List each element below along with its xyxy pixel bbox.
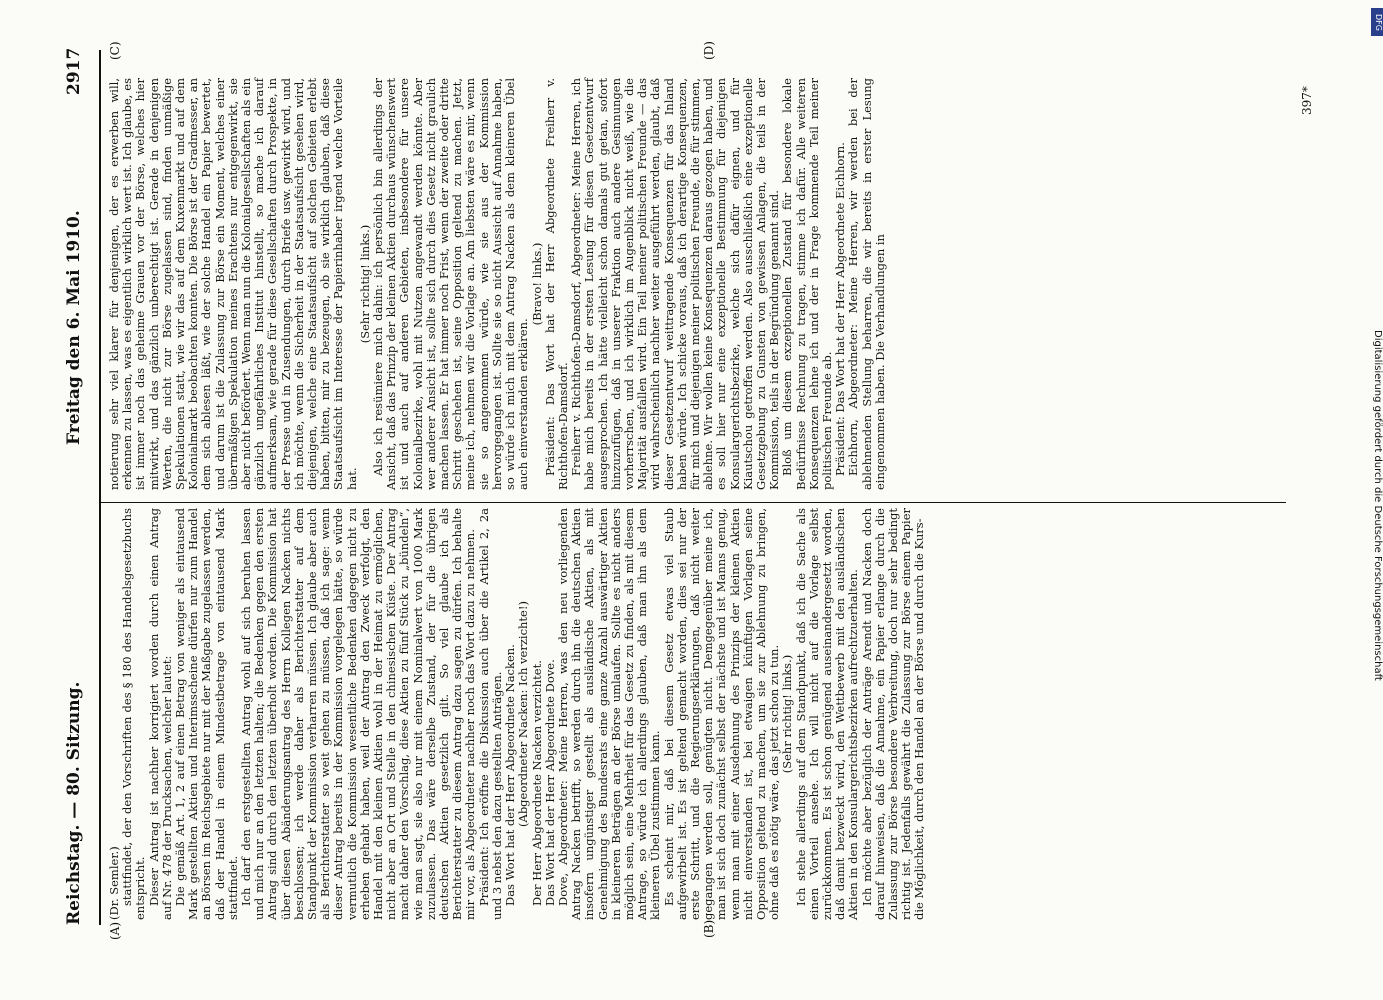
paragraph: Präsident: Das Wort hat der Herr Abgeordnete Freiherr v. Richthofen-Damsdorf. — [542, 78, 570, 490]
paragraph: stattfindet, der den Vorschriften des § 180 des Handelsgesetzbuchs entspricht. — [120, 508, 148, 920]
dfg-logo: DFG — [1371, 8, 1383, 36]
paragraph: Freiherr v. Richthofen-Damsdorf, Abgeordneter: Meine Herren, ich habe mich bereits in der ersten Lesung für diesen Gesetzentwurf ausgesprochen. Ich hätte vielleicht schon damals gut getan, sofort hinzuzufügen, daß in unserer Fraktion auch andere Gesinnungen vorherrschen, und ich wirklich im Augenblick nicht weiß, wie die Majorität ausfallen wird. Ein Teil meiner politischen Freunde — das wird wahrscheinlich nachher weiter ausgeführt werden, glaubt, daß dieser Gesetzentwurf weittragende Konsequenzen für das Inland haben würde. Ich schicke voraus, daß ich derartige Konsequenzen, für mich und diejenigen meiner politischen Freunde, die für stimmen, ablehne. Wir wollen keine Konsequenzen daraus gezogen haben, und es soll hier nur eine exzeptionelle Bestimmung für diejenigen Konsulargerichtsbezirke, welche sich dafür eignen, und für Kiautschou getroffen werden. Also ausschließlich eine exzeptionelle Gesetzgebung zu Gunsten von gewissen Anlagen, die teils in der Kommission, teils in der Begründung genannt sind. — [569, 78, 782, 490]
page-number: 2917 — [64, 47, 84, 95]
page-header-center: Freitag den 6. Mai 1910. — [64, 210, 84, 445]
paragraph: Ich stehe allerdings auf dem Standpunkt, daß ich die Sache als einen Vorteil ansehe. Ich will nicht auf die Vorlage selbst zurückkommen. Es ist schon genügend auseinandergesetzt worden, daß damit bezweckt wird, den Wettbewerb mit den ausländischen Aktien in den Konsulargerichtsbezirken aufrechtzuerhalten. — [793, 508, 861, 920]
header-rule — [99, 50, 101, 925]
margin-marker-b: (B) — [702, 919, 716, 938]
paragraph: Der Herr Abgeordnete Nacken verzichtet. — [529, 660, 544, 906]
paragraph: notierung sehr viel klarer für denjenigen, der es erwerben will, erkennen zu lassen, was es eigentlich wirklich wert ist. Ich glaube, es ist immer noch das geheime Grauen vor der Börse, welches hier mitwirkt, und das gänzlich unberechtigt ist. Gerade in denjenigen Werten, die nicht zur Börse zugelassen sind, finden unmäßige Spekulationen statt, wie wir das auf dem Kuxenmarkt und auf dem Kolonialmarkt beobachten konnten. Die Börse ist der Gradmesser, an dem sich ablesen läßt, wie der solche Handel ein Papier bewertet, und darum ist die Zulassung zur Börse ein Moment, welches einer übermäßigen Spekulation meines Erachtens nur entgegenwirkt, sie aber nicht befördert. Wenn man nun die Kolonialgesellschaften als ein gänzlich ungefährliches Institut hinstellt, so mache ich darauf aufmerksam, wie gerade für diese Gesellschaften durch Prospekte, in der Presse und in Zusendungen, durch Briefe usw. gewirkt wird, und ich möchte, wenn die Sicherheit in der Staatsaufsicht gesehen wird, diejenigen, welche eine Staatsaufsicht auf solchen Gebieten erlebt haben, bitten, mir zu bezeugen, ob sie wirklich glauben, daß diese Staatsaufsicht im Interesse der Papierinhaber irgend welche Vorteile hat. — [107, 78, 359, 490]
paragraph: Ich möchte aber bezüglich der Anträge Arendt und Nacken doch darauf hinweisen, daß die Annahme, ein Papier erlange durch die Zulassung zur Börse besondere Verbreitung, doch nur sehr bedingt richtig ist. Jedenfalls gewährt die Zulassung zur Börse einem Papier die Möglichkeit, durch den Handel an der Börse und durch die Kurs- — [859, 508, 927, 920]
margin-marker-a: (A) — [108, 921, 122, 940]
paragraph: Bloß um diesem exzeptionellen Zustand für besondere lokale Bedürfnisse Rechnung zu tragen, stimme ich dafür. Alle weiteren Konsequenzen lehne ich und der in Frage kommende Teil meiner politischen Freunde ab. — [780, 78, 834, 490]
paragraph: Dove, Abgeordneter: Meine Herren, was den neu vorliegenden Antrag Nacken betrifft, so werden durch ihn die deutschen Aktien insofern ungünstiger gestellt als ausländische Aktien, als mit Genehmigung des Bundesrats eine ganze Anzahl auswärtiger Aktien in kleineren Beträgen an der Börse umlaufen. Sollte es nicht anders möglich sein, eine Mehrheit für das Gesetz zu finden, als mit diesem Antrage, so würde ich allerdings glauben, daß man ihn als dem kleineren Übel zustimmen kann. — [555, 508, 663, 920]
paragraph: Eichhorn, Abgeordneter: Meine Herren, wir werden bei der ablehnenden Stellung beharren, die wir bereits in erster Lesung eingenommen haben. Die Verhandlungen in — [846, 78, 887, 490]
paragraph: Ich darf den erstgestellten Antrag wohl auf sich beruhen lassen und mich nur an den letzten halten; die Bedenken gegen den ersten Antrag sind durch den letzten überholt worden. Die Kommission hat über diesen Abänderungsantrag des Herrn Kollegen Nacken nichts beschlossen; ich werde daher als Berichterstatter auf dem Standpunkt der Kommission verharren müssen. Ich glaube aber auch als Berichterstatter so weit gehen zu müssen, daß ich sage: wenn dieser Antrag bereits in der Kommission vorgelegen hätte, so würde vermutlich die Kommission wesentliche Bedenken dagegen nicht zu erheben gehabt haben, weil der Antrag den Zweck verfolgt, den Handel mit den kleinen Aktien wohl in der Heimat zu ermöglichen, nicht aber an Ort und Stelle in den chinesischen Küste. Der Antrag macht daher den Vorschlag, diese Aktien zu fünf Stück zu „bündeln“, wie man sagt, sie also nur mit einem Nominalwert von 1000 Mark zuzulassen. Das wäre derselbe Zustand, der für die übrigen deutschen Aktien gesetzlich gilt. So viel glaube ich als Berichterstatter zu diesem Antrag dazu sagen zu dürfen. Ich behalte mir vor, als Abgeordneter nachher noch das Wort dazu zu nehmen. — [239, 508, 478, 920]
paragraph: Es scheint mir, daß bei diesem Gesetz etwas viel Staub aufgewirbelt ist. Es ist geltend gemacht worden, dies sei nur der erste Schritt, und die Regierungserklärungen, daß nicht weiter gegangen werden soll, genügten nicht. Demgegenüber meine ich, man ist sich doch zunächst selbst der nächste und ist Manns genug, wenn man mit einer Ausdehnung des Prinzips der kleinen Aktien nicht einverstanden ist, bei etwaigen künftigen Vorlagen seine Opposition geltend zu machen, um sie zur Ablehnung zu bringen, ohne daß es nötig wäre, das jetzt schon zu tun. — [661, 508, 782, 920]
paragraph: Also ich resümiere mich dahin: ich persönlich bin allerdings der Ansicht, daß das Prinzip der kleinen Aktien durchaus wünschenswert ist und auch auf anderen Gebieten, insbesondere für unsere Kolonialbezirke, wohl mit Nutzen angewandt werden könnte. Aber wer anderer Ansicht ist, sollte sich durch dies Gesetz nicht graulich machen lassen. Er hat immer noch Frist, wenn der zweite oder dritte Schritt geschehen ist, seine Opposition geltend zu machen. Jetzt, meine ich, nehmen wir die Vorlage an. Am liebsten wäre es mir, wenn sie so angenommen würde, wie sie aus der Kommission hervorgegangen ist. Sollte sie so nicht Aussicht auf Annahme haben, so würde ich mich mit dem Antrag Nacken als dem kleineren Übel auch einverstanden erklären. — [371, 78, 531, 490]
dfg-credit-text: Digitalisierung gefördert durch die Deutsche Forschungsgemeinschaft — [1372, 330, 1383, 681]
quoted-motion: Die gemäß Art. 1, 2 auf einen Betrag von weniger als eintausend Mark gestellten Aktien und Interimsscheine dürfen nur zum Handel an Börsen im Reichsgebiete nur mit der Maßgabe zugelassen werden, daß der Handel in einem Mindestbetrage von eintausend Mark stattfindet. — [173, 508, 240, 920]
interjection: (Abgeordneter Nacken: Ich verzichte!) — [516, 601, 531, 827]
margin-marker-c: (C) — [108, 41, 122, 60]
paragraph: Präsident: Das Wort hat der Herr Abgeordnete Eichhorn. — [833, 142, 848, 476]
paragraph: Dieser Antrag ist nachher korrigiert worden durch einen Antrag auf Nr. 478 der Drucksachen, welcher lautet: — [146, 508, 174, 920]
interjection: (Sehr richtig! links.) — [780, 654, 795, 774]
left-column — [108, 508, 927, 920]
interjection: (Bravo! links.) — [529, 242, 544, 326]
right-column — [108, 78, 887, 490]
signature-mark: 397* — [1300, 86, 1314, 115]
page-header-left: Reichstag. — 80. Sitzung. — [64, 681, 84, 925]
paragraph: Das Wort hat der Herr Abgeordnete Nacken. — [503, 644, 518, 906]
speaker-continuation: (Dr. Semler.) — [107, 846, 121, 920]
margin-marker-d: (D) — [702, 41, 716, 60]
paragraph: Präsident: Ich eröffne die Diskussion auch über die Artikel 2, 2a und 3 nebst den dazu gestellten Anträgen. — [476, 508, 504, 920]
interjection: (Sehr richtig! links.) — [357, 224, 372, 344]
paragraph: Das Wort hat der Herr Abgeordnete Dove. — [542, 659, 557, 906]
column-divider — [100, 502, 1286, 503]
